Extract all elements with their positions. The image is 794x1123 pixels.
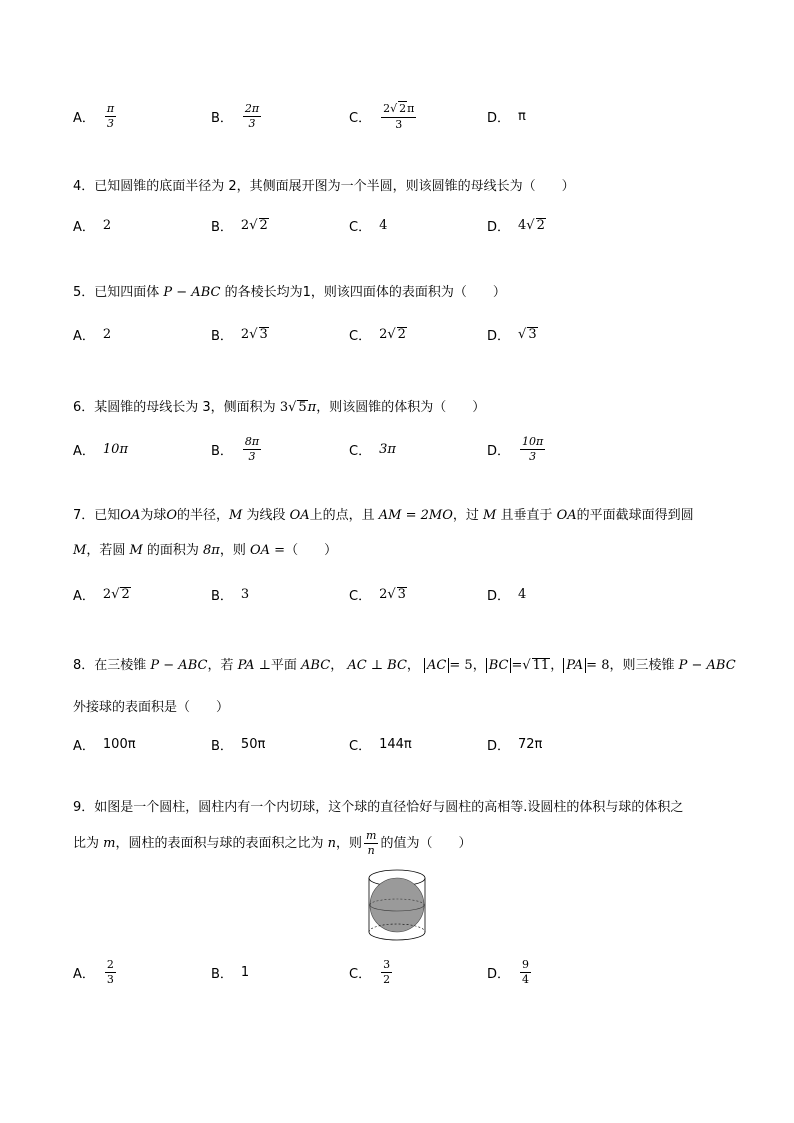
q8-option-b[interactable]: B． 50π	[211, 736, 266, 754]
q8-stem-line1: 8．在三棱锥 P − ABC，若 PA ⊥平面 ABC， AC ⊥ BC， AC = 5， BC =√ 11， PA = 8，则三棱锥 P − ABC	[73, 658, 736, 673]
option-label: A．	[73, 110, 95, 126]
fraction: $\frac{\pi}{3}$	[106, 101, 115, 130]
fraction: $\frac{2\pi}{3}$	[244, 101, 260, 130]
fraction: $\frac{2√ 2\pi}{3}$	[383, 102, 415, 131]
q8-options	[73, 732, 733, 756]
q9-stem-line1: 9．如图是一个圆柱，圆柱内有一个内切球，这个球的直径恰好与圆柱的高相等.设圆柱的体积与球的体积之	[73, 800, 684, 815]
q4-option-a[interactable]: A． 2	[73, 217, 112, 235]
q5-option-d[interactable]: D． √ 3	[487, 326, 537, 344]
option-label: D．	[487, 110, 511, 126]
q8-option-c[interactable]: C． 144π	[349, 736, 412, 754]
q4-stem: 4．已知圆锥的底面半径为 2，其侧面展开图为一个半圆，则该圆锥的母线长为（ ）	[73, 179, 575, 194]
q7-stem-line2: M，若圆 M 的面积为 8π，则 OA =（ ）	[73, 543, 338, 558]
q4-option-d[interactable]: D． 4 √ 2	[487, 217, 545, 235]
q7-stem-line1: 7．已知OA为球O的半径，M 为线段 OA上的点，且 AM = 2MO，过 M 且垂直于 OA的平面截球面得到圆	[73, 508, 694, 523]
q3-option-b[interactable]	[211, 101, 263, 130]
q5-options	[73, 322, 733, 346]
q3-option-c[interactable]	[349, 102, 418, 131]
fraction: $\frac{9}{4}$	[522, 957, 530, 986]
q4-option-c[interactable]: C． 4	[349, 217, 388, 235]
cylinder-bottom-front	[369, 932, 425, 940]
q6-options	[73, 434, 733, 463]
q7-option-c[interactable]: C． 2 √ 3	[349, 586, 406, 604]
q9-option-d[interactable]: D． $\frac{9}{4}$	[487, 957, 530, 986]
q5-option-b[interactable]: B． 2 √ 3	[211, 326, 268, 344]
fraction: $\frac{2}{3}$	[106, 957, 114, 986]
q7-option-a[interactable]: A． 2 √ 2	[73, 586, 130, 604]
q6-option-b[interactable]: B． $\frac{8\pi}{3}$	[211, 434, 260, 463]
option-label: B．	[211, 110, 233, 126]
q5-option-a[interactable]: A． 2	[73, 326, 112, 344]
q6-stem: 6．某圆锥的母线长为 3，侧面积为 3√ 5π，则该圆锥的体积为（ ）	[73, 400, 486, 415]
q7-options	[73, 582, 733, 606]
q4-option-b[interactable]: B． 2 √ 2	[211, 217, 268, 235]
q9-option-a[interactable]: A． $\frac{2}{3}$	[73, 957, 114, 986]
fraction: $\frac{8\pi}{3}$	[244, 434, 260, 463]
q5-option-c[interactable]: C． 2 √ 2	[349, 326, 406, 344]
fraction: $\frac{m}{n}$	[366, 829, 377, 857]
q9-option-c[interactable]: C． $\frac{3}{2}$	[349, 957, 391, 986]
q3-option-a[interactable]	[73, 101, 118, 130]
q3-option-d[interactable]	[487, 104, 526, 128]
q8-option-d[interactable]: D． 72π	[487, 736, 543, 754]
inscribed-sphere	[370, 878, 424, 932]
q7-option-b[interactable]: B． 3	[211, 586, 250, 604]
q7-option-d[interactable]: D． 4	[487, 586, 527, 604]
q6-option-c[interactable]: C． 3π	[349, 441, 396, 459]
fraction: $\frac{10\pi}{3}$	[522, 434, 544, 463]
q9-options	[73, 957, 733, 987]
cylinder-sphere-figure	[366, 868, 428, 942]
q6-option-a[interactable]: A． 10π	[73, 441, 128, 459]
option-label: C．	[349, 110, 372, 126]
q5-stem: 5．已知四面体 P − ABC 的各棱长均为1，则该四面体的表面积为（ ）	[73, 285, 506, 300]
q6-option-d[interactable]: D． $\frac{10\pi}{3}$	[487, 434, 544, 463]
q9-stem-line2: 比为 m，圆柱的表面积与球的表面积之比为 n，则 $\frac{m}{n}$ 的值为（ ）	[73, 829, 472, 857]
q3-options	[73, 101, 733, 131]
q4-options	[73, 213, 733, 237]
fraction: $\frac{3}{2}$	[383, 957, 391, 986]
option-value: π	[518, 108, 526, 124]
q8-option-a[interactable]: A． 100π	[73, 736, 136, 754]
q8-stem-line2: 外接球的表面积是（ ）	[73, 700, 230, 715]
q9-option-b[interactable]: B． 1	[211, 964, 250, 982]
